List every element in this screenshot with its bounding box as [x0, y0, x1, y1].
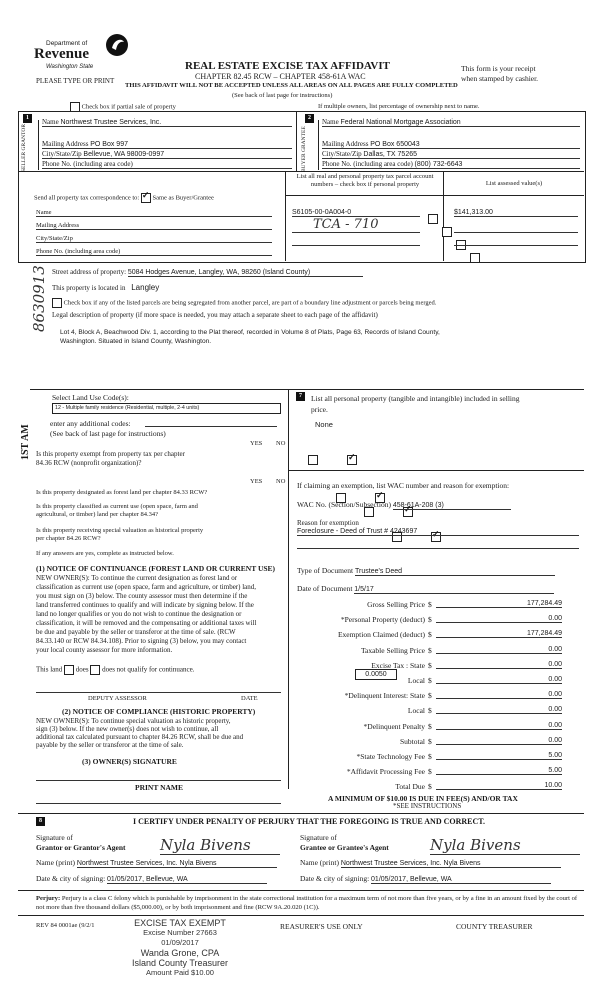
buyer-city-field[interactable]: Dallas, TX 75265: [363, 151, 417, 158]
seller-mail-field[interactable]: PO Box 997: [90, 141, 128, 148]
parcel-number-3[interactable]: [292, 245, 420, 246]
tax-row-value[interactable]: 0.00: [436, 737, 562, 745]
doc-type-label: Type of Document: [297, 566, 354, 575]
buyer-name-label: Name: [322, 118, 339, 126]
margin-handwritten-number: 8630913: [30, 265, 48, 332]
seller-city-label: City/State/Zip: [42, 150, 82, 158]
grantor-sig-label: [36, 833, 126, 853]
doc-type-row: [297, 566, 555, 576]
tax-row-dollar: $: [428, 676, 432, 685]
parcel-number-1[interactable]: S6105-00-0A004-0: [292, 209, 420, 217]
stamp-line-5: Island County Treasurer: [131, 958, 229, 968]
exemption-reason-line-2[interactable]: [297, 548, 579, 549]
tax-row-label: Excise Tax : State: [371, 660, 425, 670]
q-nonprofit-line1: Is this property exempt from property tax per chapter: [36, 450, 185, 458]
deputy-label: DEPUTY ASSESSOR: [88, 695, 147, 702]
nonprofit-no-checkbox[interactable]: [347, 455, 357, 465]
form-see-back: (See back of last page for instructions): [232, 92, 333, 99]
land-use-see-back: (See back of last page for instructions): [50, 429, 166, 438]
tax-row-label: *Delinquent Interest: State: [344, 691, 425, 701]
seller-mail-row: [42, 140, 292, 149]
stamp-line-4: Wanda Grone, CPA: [140, 948, 220, 958]
doc-date-label: Date of Document: [297, 584, 353, 593]
doc-date-row: [297, 584, 554, 594]
additional-codes-field[interactable]: [145, 426, 277, 427]
seller-city-row: [42, 150, 292, 159]
located-field[interactable]: Langley: [131, 283, 160, 292]
grantor-date-field[interactable]: 01/05/2017, Bellevue, WA: [107, 876, 267, 884]
assessed-value-1[interactable]: $141,313.00: [454, 209, 578, 217]
same-as-buyer-label: Same as Buyer/Grantee: [152, 194, 214, 202]
tax-row-dollar: $: [428, 752, 432, 761]
minimum-notice: A MINIMUM OF $10.00 IS DUE IN FEE(S) AND/OR TAX: [328, 794, 518, 803]
q-nonprofit: [36, 450, 185, 468]
owner-signature-label: (3) OWNER(S) SIGNATURE: [82, 757, 177, 766]
grantee-name-label: Name (print): [300, 858, 339, 867]
deputy-line: [36, 692, 281, 693]
grantor-name-label: Name (print): [36, 858, 75, 867]
grantee-name-field[interactable]: Northwest Trustee Services, Inc. Nyla Bivens: [341, 860, 561, 868]
grantee-date-row: [300, 874, 551, 884]
tax-row-dollar: $: [428, 721, 432, 731]
grantee-sig-label: [300, 833, 389, 853]
qualify-does-label: does: [75, 665, 89, 674]
tax-row-label: Taxable Selling Price: [360, 645, 425, 655]
personal-property-value[interactable]: None: [315, 420, 333, 429]
tax-row-label: Exemption Claimed (deduct): [337, 630, 425, 640]
seller-phone-row: [42, 160, 292, 169]
grantor-date-row: [36, 874, 267, 884]
print-name-line[interactable]: [36, 803, 281, 804]
seller-mail-label: Mailing Address: [42, 140, 89, 148]
exemption-reason-label: Reason for exemption: [297, 519, 359, 527]
compliance-text-line: sign (3) below. If the new owner(s) does not wish to continue, all: [36, 725, 219, 733]
buyer-phone-label: Phone No. (including area code): [322, 160, 413, 168]
seller-side-text: SELLER GRANTOR: [21, 123, 27, 172]
continuance-text-line: classification as current use (open space, farm and agriculture, or timber) land,: [36, 583, 257, 591]
tax-row-dollar: $: [428, 645, 432, 655]
grantor-sig-label-2: Grantor or Grantor's Agent: [36, 843, 126, 852]
partial-sale-label: Check box if partial sale of property: [81, 103, 176, 111]
buyer-mail-row: [322, 140, 580, 149]
wac-label: WAC No. (Section/Subsection): [297, 500, 391, 509]
buyer-name-field[interactable]: Federal National Mortgage Association: [340, 119, 461, 126]
exemption-label: If claiming an exemption, list WAC number and reason for exemption:: [297, 481, 510, 490]
grantor-name-field[interactable]: Northwest Trustee Services, Inc. Nyla Bivens: [77, 860, 277, 868]
qualify-does-not-label: does not qualify for continuance.: [102, 665, 195, 674]
grantor-name-row: [36, 858, 277, 868]
buyer-side-label: [300, 120, 319, 170]
print-name-label: PRINT NAME: [135, 783, 183, 792]
corr-mail-label: Mailing Address: [36, 222, 80, 229]
segregated-label: Check box if any of the listed parcels are being segregated from another parcel, are part of a boundary line adjustment or parcels being merged.: [63, 299, 437, 307]
section-7-badge: 7: [296, 392, 305, 401]
q-nonprofit-line2: 84.36 RCW (nonprofit organization)?: [36, 459, 142, 467]
same-as-buyer-checkbox[interactable]: [141, 193, 151, 203]
q-historic: [36, 527, 203, 543]
type-or-print: PLEASE TYPE OR PRINT: [36, 77, 115, 85]
qualify-does-not-checkbox[interactable]: [90, 665, 100, 675]
tax-row-value[interactable]: 177,284.49: [436, 600, 562, 608]
assessed-value-3[interactable]: [454, 245, 578, 246]
tax-row-dollar: $: [428, 706, 432, 716]
tax-row-value[interactable]: 5.00: [436, 752, 562, 760]
legal-desc-1: Lot 4, Block A, Beachwood Div. 1, according to the Plat thereof, recorded in Volume 8 of Plats, Page 63, Records of Island County,: [60, 329, 440, 336]
q-current-use: [36, 503, 198, 519]
parcel-number-2[interactable]: [292, 232, 420, 233]
owner-signature-line[interactable]: [36, 780, 281, 781]
continuance-text-line: classification, it will be removed and the compensating or additional taxes will: [36, 619, 257, 627]
q-current-use-line2: agricultural, or timber) land per chapter 84.34?: [36, 511, 159, 518]
additional-codes-label: enter any additional codes:: [50, 419, 131, 428]
corr-name-label: Name: [36, 209, 52, 216]
tax-row-dollar: $: [428, 600, 432, 609]
buyer-side-text: BUYER GRANTEE: [301, 126, 307, 172]
qualify-row: [36, 665, 194, 675]
tax-row-value[interactable]: 10.00: [436, 782, 562, 790]
tax-row-label: Local: [407, 676, 425, 685]
located-row: [52, 283, 159, 292]
tax-row-label: *Affidavit Processing Fee: [346, 767, 425, 777]
tax-row-label: Local: [407, 706, 425, 716]
assessed-header: List assessed value(s): [485, 180, 543, 187]
personal-property-label: List all personal property (tangible and intangible) included in selling: [311, 394, 520, 403]
exempt-stamp: [110, 918, 250, 978]
continuance-text-line: 84.33.140 or RCW 84.34.108). Prior to signing (3) below, you may contact: [36, 637, 247, 645]
continuance-text-line: your local county assessor for more information.: [36, 646, 173, 654]
form-chapter: CHAPTER 82.45 RCW – CHAPTER 458-61A WAC: [195, 72, 366, 81]
tax-row-dollar: $: [428, 660, 432, 670]
wac-row: [297, 500, 511, 510]
tax-row-value[interactable]: 0.00: [436, 615, 562, 623]
form-notice: THIS AFFIDAVIT WILL NOT BE ACCEPTED UNLESS ALL AREAS ON ALL PAGES ARE FULLY COMPLETED: [125, 82, 458, 89]
local-rate-box[interactable]: 0.0050: [355, 669, 397, 680]
street-field[interactable]: 5084 Hodges Avenue, Langley, WA, 98260 (Island County): [128, 269, 363, 277]
certify-text: I CERTIFY UNDER PENALTY OF PERJURY THAT THE FOREGOING IS TRUE AND CORRECT.: [133, 817, 486, 826]
parcel-1-personal-checkbox[interactable]: [428, 214, 438, 224]
parcel-header: List all real and personal property tax parcel account numbers – check box if personal property: [296, 173, 434, 188]
stamp-line-6: Amount Paid $10.00: [146, 968, 214, 977]
buyer-name-row: [322, 118, 580, 127]
tax-row-value[interactable]: 177,284.49: [436, 630, 562, 638]
continuance-text-line: NEW OWNER(S): To continue the current designation as forest land or: [36, 574, 238, 582]
legal-label: Legal description of property (if more space is needed, you may attach a separate sheet to each page of the affidavit): [52, 311, 378, 319]
stamp-line-1: EXCISE TAX EXEMPT: [134, 918, 226, 928]
grantor-signature[interactable]: Nyla Bivens: [160, 836, 280, 855]
grantor-sig-label-1: Signature of: [36, 833, 73, 842]
q-historic-line2: per chapter 84.26 RCW?: [36, 535, 101, 542]
nonprofit-yes-checkbox[interactable]: [308, 455, 318, 465]
no-header-2: NO: [276, 478, 286, 485]
segregated-checkbox[interactable]: [52, 298, 62, 308]
perjury-notice: [36, 894, 582, 912]
receipt-note: This form is your receipt: [461, 64, 536, 73]
county-treasurer-label: COUNTY TREASURER: [456, 922, 533, 931]
personal-property-label-2: price.: [311, 405, 328, 414]
tax-row-value[interactable]: 0.00: [436, 722, 562, 730]
tax-row-value[interactable]: 5.00: [436, 767, 562, 775]
if-yes-note: If any answers are yes, complete as instructed below.: [36, 550, 174, 557]
q-current-use-line1: Is this property classified as current use (open space, farm and: [36, 503, 198, 510]
yes-header-2: YES: [250, 478, 263, 485]
section-8-badge: 8: [36, 817, 45, 826]
continuance-text: [36, 574, 286, 655]
yes-header-1: YES: [250, 440, 263, 447]
tax-row-label: Gross Selling Price: [367, 600, 425, 609]
land-use-select[interactable]: 12 - Multiple family residence (Residential, multiple, 2-4 units): [52, 403, 281, 414]
tax-row-dollar: $: [428, 691, 432, 701]
corr-city-label: City/State/Zip: [36, 235, 73, 242]
grantor-date-label: Date & city of signing:: [36, 874, 106, 883]
land-use-label: Select Land Use Code(s):: [52, 393, 129, 402]
compliance-title: (2) NOTICE OF COMPLIANCE (HISTORIC PROPERTY): [62, 707, 256, 716]
continuance-text-line: land no longer qualifies or you do not wish to continue the designation or: [36, 610, 242, 618]
grantee-sig-label-1: Signature of: [300, 833, 337, 842]
corr-mail-row: [36, 222, 272, 230]
buyer-mail-field[interactable]: PO Box 650043: [370, 141, 420, 148]
corr-phone-label: Phone No. (including area code): [36, 248, 121, 255]
parcel-2-personal-checkbox[interactable]: [442, 227, 452, 237]
continuance-text-line: be due and payable by the seller or transferor at the time of sale. (RCW: [36, 628, 236, 636]
grantee-date-label: Date & city of signing:: [300, 874, 370, 883]
tax-row-value[interactable]: 0.00: [436, 691, 562, 699]
legal-desc-2: Washington. Situated in Island County, Washington.: [60, 338, 212, 345]
doc-date-field[interactable]: 1/5/17: [354, 586, 554, 594]
seller-name-row: [42, 118, 292, 127]
doc-type-field[interactable]: Trustee's Deed: [355, 568, 555, 576]
corr-city-row: [36, 235, 272, 243]
tax-row-dollar: $: [428, 615, 432, 625]
corr-name-row: [36, 209, 272, 217]
continuance-title: (1) NOTICE OF CONTINUANCE (FOREST LAND OR CURRENT USE): [36, 564, 276, 573]
seller-phone-label: Phone No. (including area code): [42, 160, 133, 168]
qualify-land-label: This land: [36, 665, 63, 674]
street-row: [52, 268, 363, 277]
compliance-text-line: payable by the seller or transferor at the time of sale.: [36, 741, 184, 749]
q-forest: Is this property designated as forest land per chapter 84.33 RCW?: [36, 489, 208, 496]
correspondence-row: [34, 193, 214, 203]
section-2-badge: 2: [305, 114, 314, 123]
street-label: Street address of property:: [52, 268, 127, 276]
tax-row-label: Total Due: [395, 782, 425, 792]
stamp-line-2: Excise Number 27663: [143, 928, 217, 937]
compliance-text: [36, 717, 286, 749]
seller-name-field[interactable]: Northwest Trustee Services, Inc.: [60, 119, 162, 126]
revenue-logo: [32, 30, 132, 68]
tax-row-dollar: $: [428, 767, 432, 777]
buyer-city-label: City/State/Zip: [322, 150, 362, 158]
tax-row-value[interactable]: 0.00: [436, 646, 562, 654]
continuance-text-line: land transferred continues to qualify and will indicate by signing below. If the: [36, 601, 254, 609]
tax-row-dollar: $: [428, 736, 432, 746]
located-label: This property is located in: [52, 284, 126, 292]
perjury-text: Perjury is a class C felony which is punishable by imprisonment in the state correctional institution for a maximum term of not more than five years, or by a fine in an amount fixed by the court of not more than five thousand dollars ($5,000.00), or by both imprisonment and fine (RCW 9A.20.020 (1C)).: [36, 895, 578, 911]
qualify-does-checkbox[interactable]: [64, 665, 74, 675]
buyer-phone-field[interactable]: (800) 732-6643: [414, 161, 463, 168]
tax-row-label: *Delinquent Penalty: [363, 721, 425, 731]
logo-state: Washington State: [46, 64, 94, 70]
tax-row-value[interactable]: 0.00: [436, 706, 562, 714]
continuance-text-line: you must sign on (3) below. The county assessor must then determine if the: [36, 592, 248, 600]
correspondence-label: Send all property tax correspondence to:: [34, 194, 140, 202]
see-instructions: *SEE INSTRUCTIONS: [393, 802, 462, 810]
tax-row-value[interactable]: 0.00: [436, 676, 562, 684]
q-historic-line1: Is this property receiving special valuation as historical property: [36, 527, 204, 534]
parcel-4-personal-checkbox[interactable]: [470, 253, 480, 263]
compliance-text-line: NEW OWNER(S): To continue special valuation as historic property,: [36, 717, 231, 725]
grantee-date-field[interactable]: 01/05/2017, Bellevue, WA: [371, 876, 551, 884]
compliance-text-line: additional tax calculated pursuant to chapter 84.26 RCW, shall be due and: [36, 733, 244, 741]
tax-row-label: *State Technology Fee: [356, 752, 425, 761]
no-header-1: NO: [276, 440, 286, 447]
tax-row-dollar: $: [428, 630, 432, 640]
grantee-signature[interactable]: Nyla Bivens: [430, 836, 580, 855]
corr-phone-row: [36, 248, 272, 256]
grantee-name-row: [300, 858, 561, 868]
logo-name: Revenue: [34, 46, 89, 62]
perjury-label: Perjury:: [36, 895, 61, 902]
tax-row-label: Subtotal: [399, 736, 425, 746]
treasurer-use-label: REASURER'S USE ONLY: [280, 922, 363, 931]
stamp-line-3: 01/09/2017: [161, 938, 199, 947]
tax-row-value[interactable]: 0.00: [436, 661, 562, 669]
tax-row-dollar: $: [428, 782, 432, 792]
logo-dept: Department of: [46, 40, 88, 47]
parcel-handwritten: TCA - 710: [313, 217, 379, 232]
logo-swirl-icon: [104, 32, 130, 58]
rev-number: REV 84 0001ae (9/2/1: [36, 922, 95, 929]
seller-city-field[interactable]: Bellevue, WA 98009-0997: [83, 151, 165, 158]
tax-row-label: *Personal Property (deduct): [340, 615, 425, 625]
assessed-value-2[interactable]: [454, 232, 578, 233]
seller-name-label: Name: [42, 118, 59, 126]
exemption-reason-field[interactable]: Foreclosure - Deed of Trust # 4243697: [297, 528, 579, 536]
buyer-mail-label: Mailing Address: [322, 140, 369, 148]
margin-marker: 1ST AM: [20, 424, 31, 460]
section-1-badge: 1: [23, 114, 32, 123]
wac-field[interactable]: 458-61A-208 (3): [393, 502, 511, 510]
seller-side-label: [20, 120, 39, 170]
grantee-sig-label-2: Grantee or Grantee's Agent: [300, 843, 389, 852]
form-title: REAL ESTATE EXCISE TAX AFFIDAVIT: [185, 60, 390, 72]
segregated-row: [52, 298, 436, 308]
receipt-note-2: when stamped by cashier.: [461, 74, 539, 83]
deputy-date-label: DATE: [241, 695, 258, 702]
multiple-owners-note: If multiple owners, list percentage of ownership next to name.: [318, 103, 480, 110]
buyer-city-row: [322, 150, 580, 159]
buyer-phone-row: [322, 160, 580, 169]
